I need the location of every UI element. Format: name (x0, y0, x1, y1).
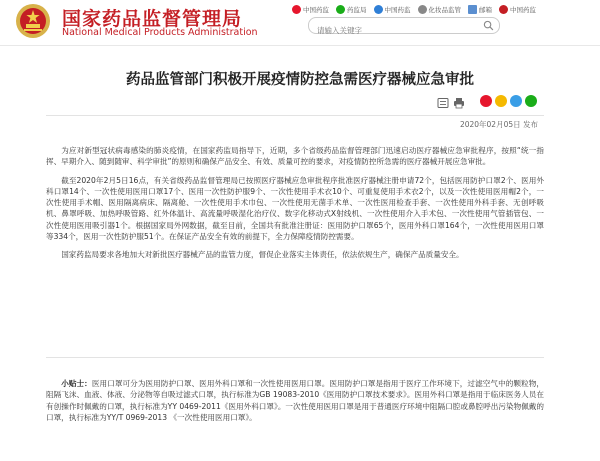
share-tools (480, 95, 537, 107)
search-icon[interactable] (483, 20, 494, 31)
app-icon (374, 5, 383, 14)
china-icon (499, 5, 508, 14)
nav-item-app[interactable]: 中国药监 (374, 5, 411, 14)
article-paragraph: 国家药监局要求各地加大对新批医疗器械产品的监管力度，督促企业落实主体责任，依法依规生产，确保产品质量安全。 (61, 250, 464, 260)
print-icon[interactable] (453, 97, 465, 109)
header-divider (0, 45, 600, 46)
article-body (46, 145, 544, 268)
meta-divider (46, 115, 544, 116)
site-title[interactable]: 国家药品监督管理局 (62, 8, 243, 30)
nav-item-wechat[interactable]: 药监局 (336, 5, 367, 14)
wechat-icon (336, 5, 345, 14)
publish-date: 2020年02月05日 发布 (459, 120, 538, 129)
nav-item-china[interactable]: 中国药监 (499, 5, 536, 14)
top-nav (292, 3, 536, 15)
mail-icon (468, 5, 477, 14)
article-paragraph: 为应对新型冠状病毒感染的肺炎疫情，在国家药监局指导下，近期，多个省级药品监督管理部门迅速启动医疗器械应急审批程序，按照“统一指挥、早期介入、随到随审、科学审批”的原则和确保产品安全、有效、质量可控的要求，对疫情防控所急需的医疗器械开展应急审批。 (46, 146, 544, 167)
qzone-share-icon[interactable] (495, 95, 507, 107)
tips-text: 医用口罩可分为医用防护口罩、医用外科口罩和一次性使用医用口罩。医用防护口罩是指用于医疗工作环境下，过滤空气中的颗粒物，阻隔飞沫、血液、体液、分泌物等自吸过滤式口罩，执行标准为GB 19083-2010《医用防护口罩技术要求》。医用外科口罩是指用于临床医务人员在有创操作时佩戴的口罩，执行标准为YY 0469-2011《医用外科口罩》。一次性使用医用口罩是用于普通医疗环境中阻隔口腔或鼻腔呼出污染物佩戴的口罩，执行标准为YY/T 0969-2013 《一次性使用医用口罩》。 (46, 379, 545, 422)
nav-item-weibo[interactable]: 中国药监 (292, 5, 329, 14)
site-header (0, 0, 600, 42)
weibo-share-icon[interactable] (480, 95, 492, 107)
tips-label: 小贴士： (61, 379, 92, 388)
font-size-icon[interactable] (437, 97, 449, 109)
nav-item-cosmetics[interactable]: 化妆品监管 (418, 5, 462, 14)
article-paragraph: 截至2020年2月5日16点，有关省级药品监督管理局已按照医疗器械应急审批程序批准医疗器械注册申请72个，包括医用防护口罩2个、医用外科口罩14个、一次性使用医用口罩17个、医用一次性防护服9个、一次性使用手术衣10个、可重复使用手术衣2个，以及一次性使用医用帽2个，一次性使用手术帽、医用隔离病床、隔离舱、一次性使用手术巾包、一次性使用无菌手术单、一次性医用检查手套、一次性使用外科手套、无创呼吸机、鼻罩呼吸、加热呼吸管路、红外体温计、高流量呼吸湿化治疗仪、数字化移动式X射线机、一次性使用介入手术包、一次性使用气管插管包、一次性使用医用吸引器1个。根据国家局外网数据，截至目前，全国共有批准注册证：医用防护口罩65个，医用外科口罩164个，一次性使用医用口罩等334个，医用一次性防护服51个。在保证产品安全有效的前提下，全力保障疫情防控需要。 (46, 175, 544, 242)
tips-divider (46, 357, 544, 358)
nav-item-mail[interactable]: 邮箱 (468, 5, 492, 14)
tips-section (46, 378, 544, 423)
article-tools (437, 97, 465, 109)
site-title-en: National Medical Products Administration (62, 27, 258, 38)
cosmetics-icon (418, 5, 427, 14)
qq-share-icon[interactable] (510, 95, 522, 107)
search-input[interactable] (309, 24, 477, 37)
weibo-icon (292, 5, 301, 14)
wechat-share-icon[interactable] (525, 95, 537, 107)
search-box (308, 17, 500, 34)
article-title: 药品监管部门积极开展疫情防控急需医疗器械应急审批 (126, 72, 474, 88)
national-emblem-icon (15, 3, 51, 39)
